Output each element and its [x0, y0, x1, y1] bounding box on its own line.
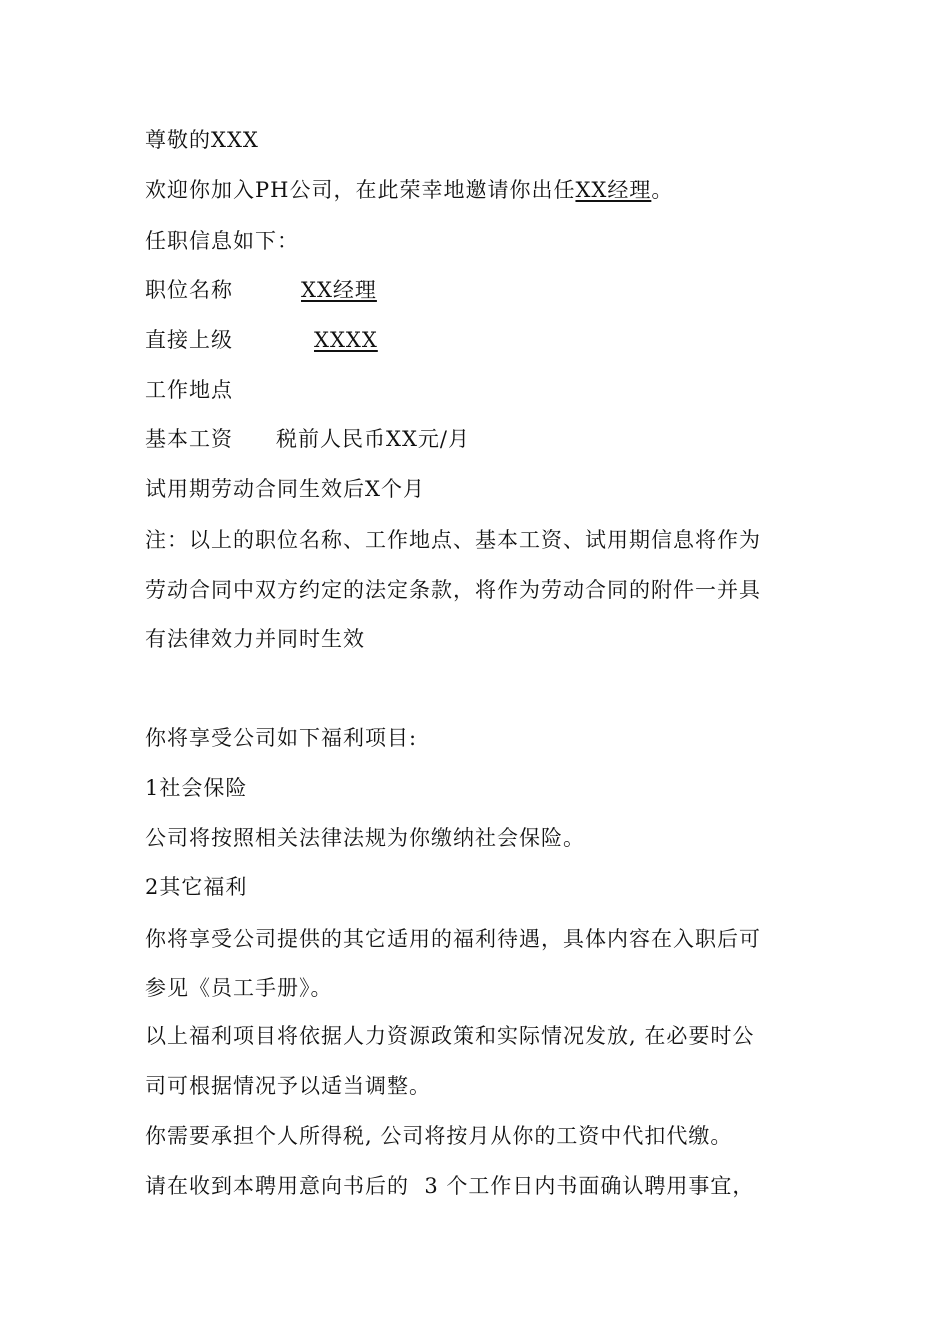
salutation: 尊敬的XXX: [145, 128, 259, 152]
welcome-position: XX经理: [575, 178, 652, 202]
benefit1-text: 公司将按照相关法律法规为你缴纳社会保险。: [145, 826, 585, 850]
benefit2-line-1: 你将享受公司提供的其它适用的福利待遇，具体内容在入职后可: [145, 927, 761, 951]
salary-label: 基本工资: [145, 427, 233, 451]
info-heading: 任职信息如下：: [145, 229, 299, 253]
benefit1-title: 1社会保险: [145, 776, 248, 800]
welcome-line: [145, 175, 673, 205]
welcome-suffix: 。: [651, 178, 674, 202]
adjust-line-1: 以上福利项目将依据人力资源政策和实际情况发放, 在必要时公: [145, 1024, 755, 1048]
adjust-line-2: 司可根据情况予以适当调整。: [145, 1074, 431, 1098]
position-row: [145, 275, 377, 305]
note-line-1: 注：以上的职位名称、工作地点、基本工资、试用期信息将作为: [145, 528, 761, 552]
benefit2-line-2: 参见《员工手册》。: [145, 976, 333, 1000]
confirm-line: 请在收到本聘用意向书后的 3 个工作日内书面确认聘用事宜，: [145, 1174, 755, 1198]
supervisor-label: 直接上级: [145, 328, 233, 352]
position-value: XX经理: [301, 278, 377, 302]
tax-line: 你需要承担个人所得税, 公司将按月从你的工资中代扣代缴。: [145, 1124, 733, 1148]
welcome-prefix: 欢迎你加入PH公司，在此荣幸地邀请你出任: [145, 178, 576, 202]
benefits-heading: 你将享受公司如下福利项目:: [145, 726, 418, 750]
supervisor-value: XXXX: [314, 328, 378, 352]
benefit2-title: 2其它福利: [145, 875, 248, 899]
position-label: 职位名称: [145, 278, 233, 302]
note-line-3: 有法律效力并同时生效: [145, 627, 365, 651]
salary-row: [145, 424, 470, 454]
supervisor-row: [145, 325, 378, 355]
note-line-2: 劳动合同中双方约定的法定条款，将作为劳动合同的附件一并具: [145, 578, 761, 602]
probation-line: 试用期劳动合同生效后X个月: [145, 477, 425, 501]
salary-value: 税前人民币XX元/月: [276, 427, 470, 451]
location-label: 工作地点: [145, 378, 233, 402]
